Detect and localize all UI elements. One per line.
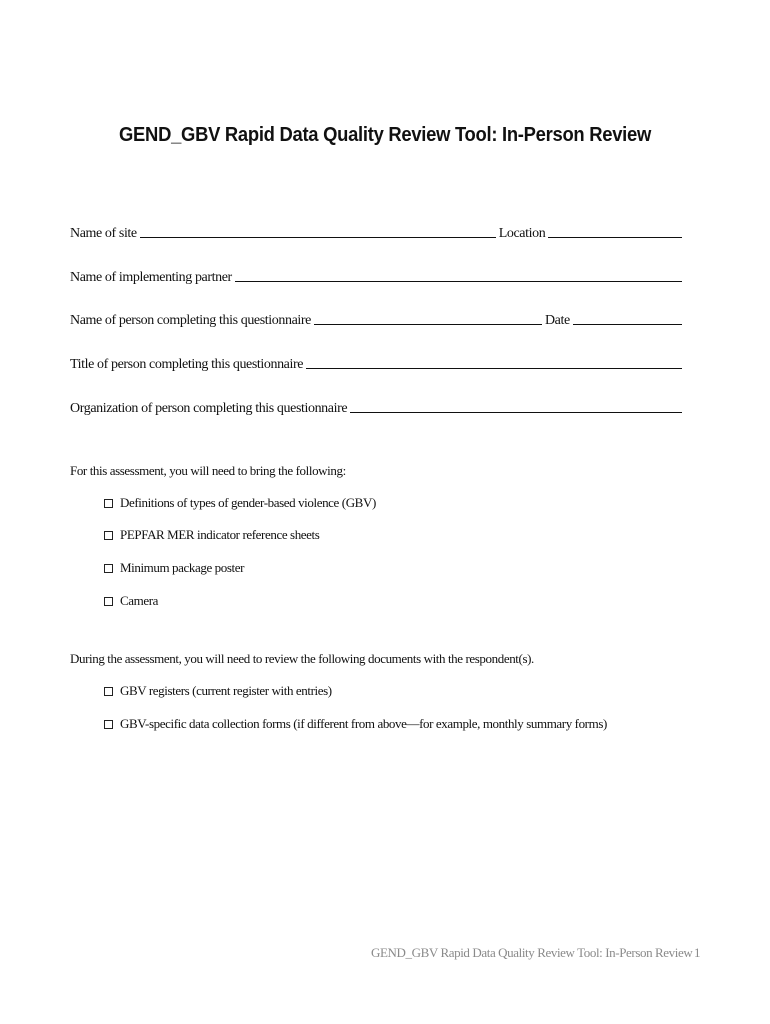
title-field-row [70, 353, 682, 373]
site-label: Name of site [70, 226, 137, 241]
org-label: Organization of person completing this questionnaire [70, 401, 348, 416]
person-title-label: Title of person completing this questionnaire [70, 357, 304, 372]
bring-item-poster [104, 560, 244, 576]
review-item-label: GBV-specific data collection forms (if different from above—for example, monthly summary forms) [120, 716, 607, 731]
page-number: 1 [694, 945, 701, 960]
checkbox-icon[interactable] [104, 687, 113, 696]
bring-item-label: PEPFAR MER indicator reference sheets [120, 527, 320, 542]
person-blank[interactable] [314, 323, 542, 325]
site-blank[interactable] [140, 236, 496, 238]
bring-item-pepfar [104, 527, 319, 543]
footer-title: GEND_GBV Rapid Data Quality Review Tool: In-Person Review [371, 945, 693, 960]
date-blank[interactable] [573, 323, 682, 325]
review-intro: During the assessment, you will need to review the following documents with the respondent(s). [70, 651, 534, 666]
page-title: GEND_GBV Rapid Data Quality Review Tool: In-Person Review [119, 124, 651, 146]
checkbox-icon[interactable] [104, 597, 113, 606]
checkbox-icon[interactable] [104, 531, 113, 540]
bring-item-label: Camera [120, 593, 159, 608]
bring-item-definitions [104, 495, 376, 511]
date-label: Date [544, 313, 570, 328]
checkbox-icon[interactable] [104, 499, 113, 508]
partner-field-row [70, 266, 682, 286]
person-field-row [70, 309, 682, 329]
bring-item-label: Minimum package poster [120, 560, 245, 575]
person-label: Name of person completing this questionnaire [70, 313, 311, 328]
location-label: Location [498, 226, 546, 241]
person-title-blank[interactable] [306, 367, 682, 369]
location-blank[interactable] [548, 236, 682, 238]
org-field-row [70, 397, 682, 417]
checkbox-icon[interactable] [104, 720, 113, 729]
checkbox-icon[interactable] [104, 564, 113, 573]
partner-blank[interactable] [235, 280, 682, 282]
partner-label: Name of implementing partner [70, 270, 232, 285]
bring-item-camera [104, 593, 158, 609]
review-item-label: GBV registers (current register with entries) [120, 683, 332, 698]
site-field-row [70, 222, 682, 242]
bring-item-label: Definitions of types of gender-based violence (GBV) [120, 495, 376, 510]
review-item-registers [104, 683, 332, 699]
review-item-forms [104, 716, 607, 732]
bring-intro: For this assessment, you will need to bring the following: [70, 463, 346, 478]
org-blank[interactable] [350, 411, 682, 413]
